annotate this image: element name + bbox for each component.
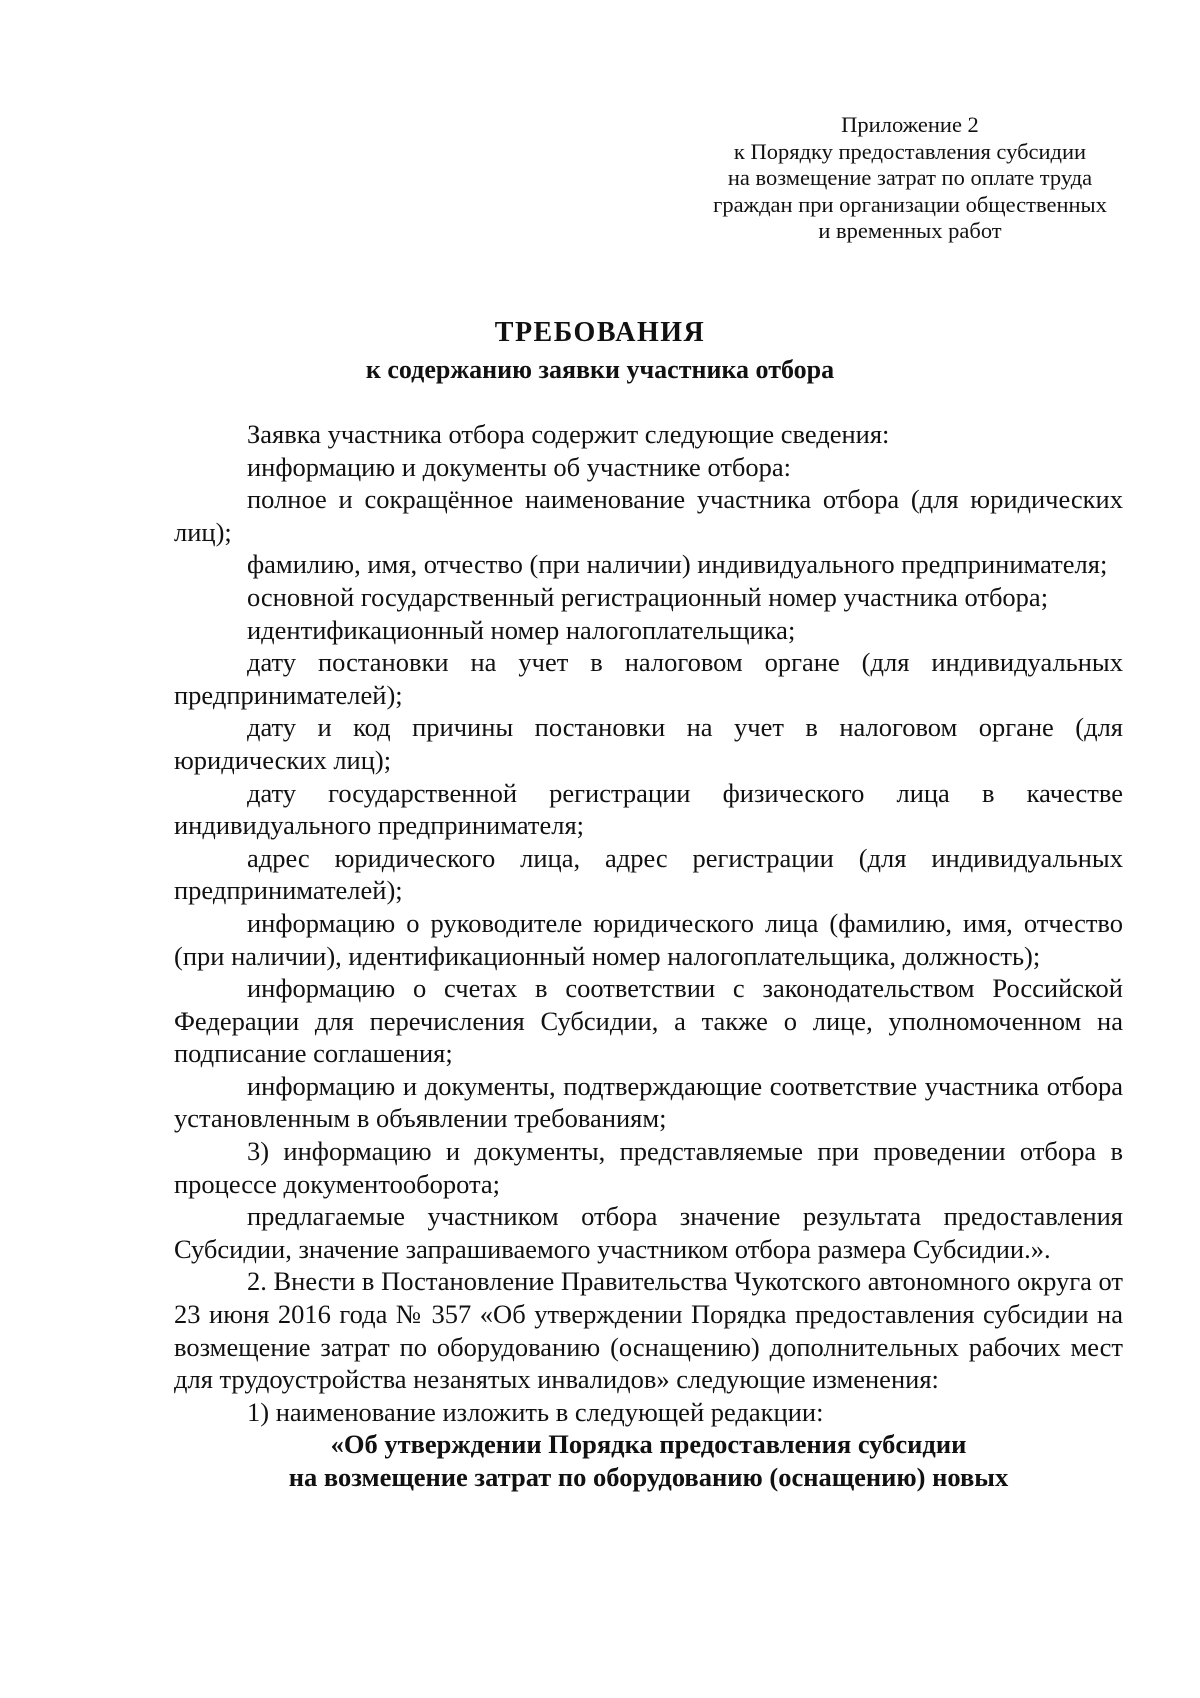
paragraph: дату постановки на учет в налоговом органе (для индивидуальных предпринимателей);: [174, 647, 1123, 710]
paragraph: дату и код причины постановки на учет в налоговом органе (для юридических лиц);: [174, 712, 1123, 775]
paragraph: предлагаемые участником отбора значение результата предоставления Субсидии, значение запрашиваемого участником отбора размера Субсидии.».: [174, 1201, 1123, 1264]
appendix-line: Приложение 2: [841, 112, 979, 137]
paragraph: 1) наименование изложить в следующей редакции:: [247, 1396, 824, 1427]
paragraph: 3) информацию и документы, представляемые при проведении отбора в процессе документооборота;: [174, 1136, 1123, 1199]
document-body: [174, 418, 1123, 1494]
appendix-line: к Порядку предоставления субсидии: [733, 138, 1087, 164]
bold-heading-line: на возмещение затрат по оборудованию (оснащению) новых: [288, 1462, 1009, 1492]
paragraph: информацию и документы, подтверждающие соответствие участника отбора установленным в объявлении требованиям;: [174, 1070, 1123, 1134]
paragraph: идентификационный номер налогоплательщика;: [247, 614, 796, 645]
document-subtitle: к содержанию заявки участника отбора: [365, 355, 835, 384]
paragraph: основной государственный регистрационный номер участника отбора;: [247, 581, 1049, 612]
paragraph: информацию о счетах в соответствии с законодательством Российской Федерации для перечисления Субсидии, а также о лице, уполномоченном на подписание соглашения;: [174, 973, 1123, 1069]
appendix-line: на возмещение затрат по оплате труда: [727, 165, 1093, 190]
document-title: ТРЕБОВАНИЯ: [494, 317, 706, 348]
paragraph: фамилию, имя, отчество (при наличии) индивидуального предпринимателя;: [247, 549, 1108, 580]
bold-heading-line: «Об утверждении Порядка предоставления субсидии: [330, 1429, 967, 1460]
paragraph: Заявка участника отбора содержит следующие сведения:: [247, 419, 890, 449]
paragraph: информацию о руководителе юридического лица (фамилию, имя, отчество (при наличии), идентификационный номер налогоплательщика, должность);: [174, 907, 1123, 971]
paragraph: информацию и документы об участнике отбора:: [247, 451, 792, 482]
paragraph: 2. Внести в Постановление Правительства Чукотского автономного округа от 23 июня 2016 года № 357 «Об утверждении Порядка предоставления субсидии на возмещение затрат по оборудованию (оснащению) дополнительных рабочих мест для трудоустройства незанятых инвалидов» следующие изменения:: [174, 1266, 1124, 1395]
appendix-line: граждан при организации общественных: [713, 191, 1107, 217]
appendix-line: и временных работ: [818, 218, 1002, 243]
paragraph: дату государственной регистрации физического лица в качестве индивидуального предпринимателя;: [174, 777, 1123, 841]
appendix-header: [640, 112, 1180, 245]
paragraph: полное и сокращённое наименование участника отбора (для юридических лиц);: [174, 484, 1123, 547]
paragraph: адрес юридического лица, адрес регистрации (для индивидуальных предпринимателей);: [174, 842, 1123, 906]
